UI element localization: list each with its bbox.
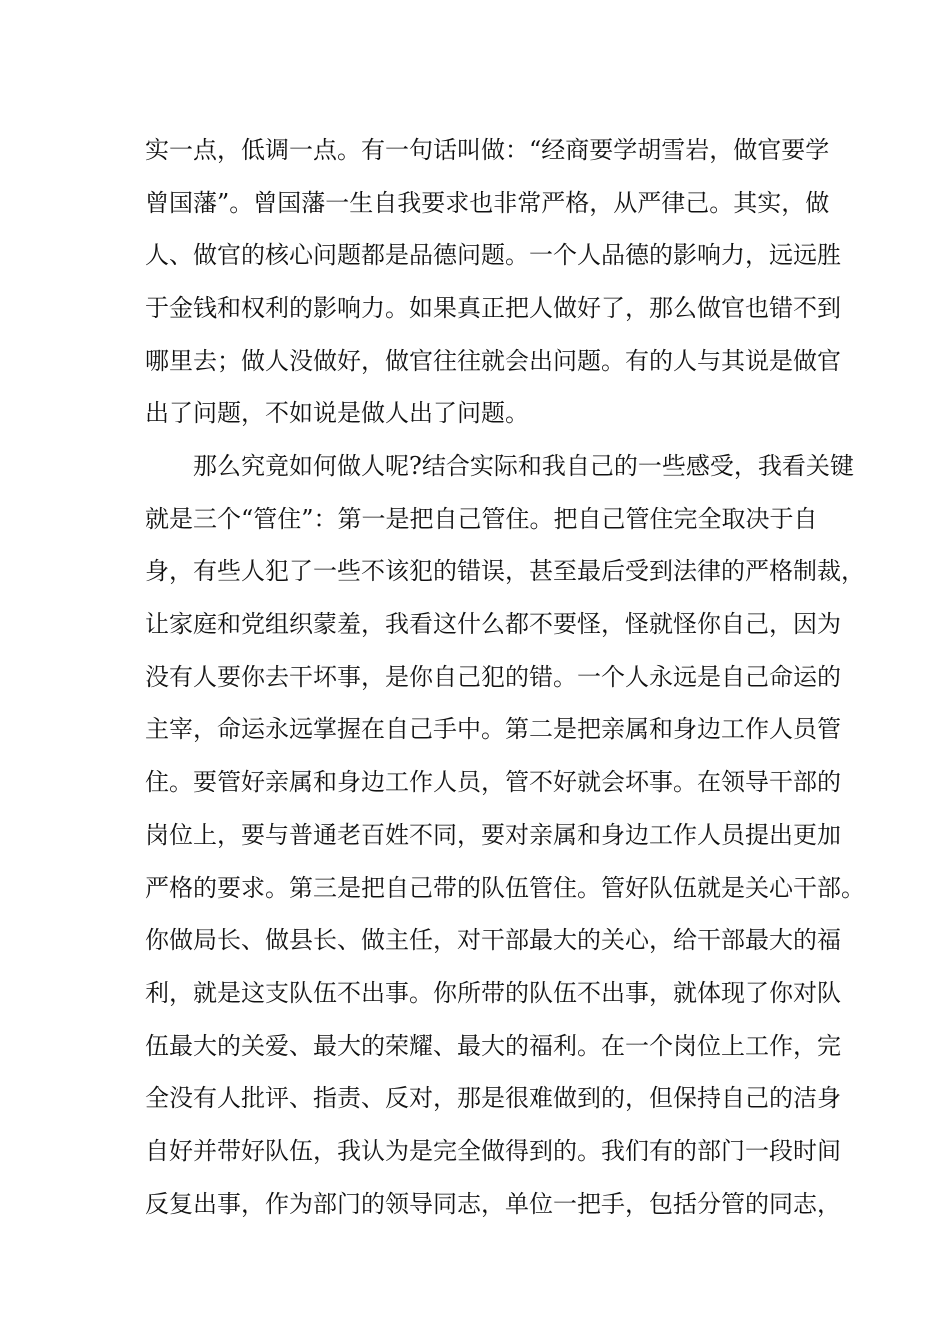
text-line: 利，就是这支队伍不出事。你所带的队伍不出事，就体现了你对队 (145, 978, 841, 1007)
text-line: 严格的要求。第三是把自己带的队伍管住。管好队伍就是关心干部。 (145, 873, 865, 902)
text-line: 人、做官的核心问题都是品德问题。一个人品德的影响力，远远胜 (145, 241, 841, 270)
text-line: 哪里去；做人没做好，做官往往就会出问题。有的人与其说是做官 (145, 346, 841, 375)
text-line: 那么究竟如何做人呢?结合实际和我自己的一些感受，我看关键 (193, 452, 854, 480)
text-line: 于金钱和权利的影响力。如果真正把人做好了，那么做官也错不到 (145, 294, 841, 323)
text-line: 就是三个“管住”：第一是把自己管住。把自己管住完全取决于自 (145, 504, 818, 533)
text-line: 主宰，命运永远掌握在自己手中。第二是把亲属和身边工作人员管 (145, 715, 841, 744)
text-line: 没有人要你去干坏事，是你自己犯的错。一个人永远是自己命运的 (145, 662, 841, 691)
text-line: 出了问题，不如说是做人出了问题。 (145, 399, 529, 428)
text-line: 身，有些人犯了一些不该犯的错误，甚至最后受到法律的严格制裁， (145, 557, 865, 586)
text-line: 全没有人批评、指责、反对，那是很难做到的，但保持自己的洁身 (145, 1084, 841, 1113)
text-line: 你做局长、做县长、做主任，对干部最大的关心，给干部最大的福 (145, 926, 841, 955)
text-line: 伍最大的关爱、最大的荣耀、最大的福利。在一个岗位上工作，完 (145, 1031, 841, 1060)
text-line: 让家庭和党组织蒙羞，我看这什么都不要怪，怪就怪你自己，因为 (145, 610, 841, 639)
text-line: 自好并带好队伍，我认为是完全做得到的。我们有的部门一段时间 (145, 1136, 841, 1165)
paragraph-1 (145, 124, 841, 440)
text-line: 曾国藩”。曾国藩一生自我要求也非常严格，从严律己。其实，做 (145, 188, 830, 217)
text-line: 反复出事，作为部门的领导同志，单位一把手，包括分管的同志， (145, 1189, 841, 1218)
text-line: 住。要管好亲属和身边工作人员，管不好就会坏事。在领导干部的 (145, 768, 841, 797)
text-line: 岗位上，要与普通老百姓不同，要对亲属和身边工作人员提出更加 (145, 820, 841, 849)
text-line: 实一点，低调一点。有一句话叫做：“经商要学胡雪岩，做官要学 (145, 136, 830, 164)
paragraph-2 (145, 440, 865, 1230)
